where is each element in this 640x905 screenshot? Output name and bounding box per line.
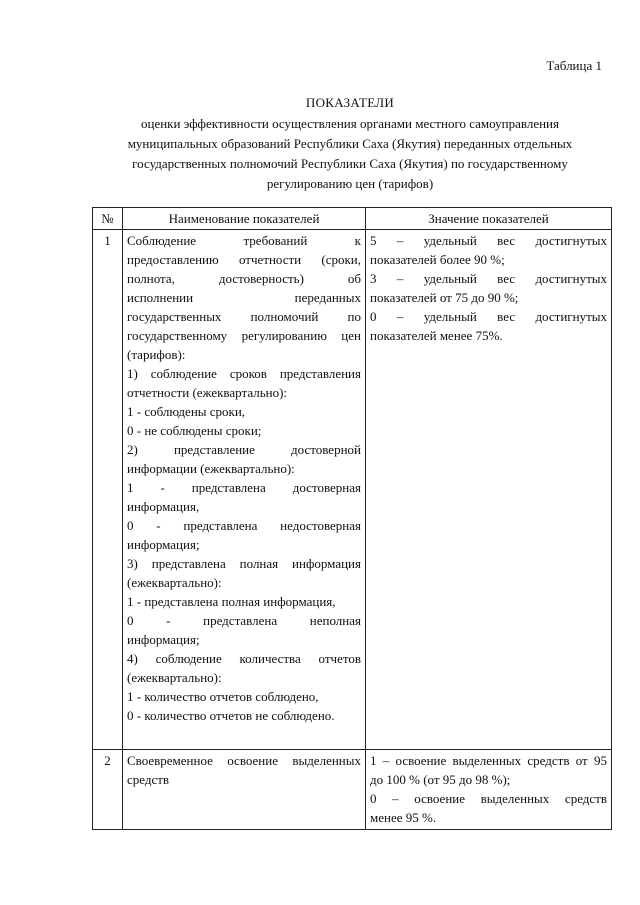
cell-line: Соблюдение требований к [127, 233, 361, 248]
subtitle-line: регулированию цен (тарифов) [266, 176, 434, 191]
cell-line: предоставлению отчетности (сроки, [127, 252, 361, 267]
cell-line: показателей более 90 %; [370, 252, 505, 267]
table-row [93, 750, 612, 830]
cell-line: информация, [127, 499, 200, 514]
header-number: № [93, 208, 123, 230]
cell-line: до 100 % (от 95 до 98 %); [370, 772, 511, 787]
indicators-table [92, 207, 612, 830]
indicator-name-cell [123, 230, 366, 750]
header-indicator-value: Значение показателей [366, 208, 612, 230]
cell-line: 3) представлена полная информация [127, 556, 361, 571]
row-number: 1 [93, 230, 123, 750]
subtitle-line: государственных полномочий Республики Саха (Якутия) по государственному [132, 156, 568, 171]
cell-line: (ежеквартально): [127, 575, 222, 590]
cell-line: средств [127, 772, 170, 787]
cell-line: менее 95 %. [370, 810, 437, 825]
cell-line: 1 - соблюдены сроки, [127, 404, 246, 419]
subtitle-line: оценки эффективности осуществления органами местного самоуправления [141, 116, 559, 131]
cell-line: 0 - не соблюдены сроки; [127, 423, 262, 438]
cell-line: 0 - количество отчетов не соблюдено. [127, 708, 335, 723]
cell-line: 2) представление достоверной [127, 442, 361, 457]
cell-line: показателей от 75 до 90 %; [370, 290, 519, 305]
cell-line: государственному регулированию цен [127, 328, 361, 343]
cell-line: 0 - представлена неполная [127, 613, 361, 628]
cell-line: 5 – удельный вес достигнутых [370, 233, 607, 248]
cell-line: 0 – удельный вес достигнутых [370, 309, 607, 324]
document-title: ПОКАЗАТЕЛИ [305, 95, 395, 110]
title-block [90, 93, 610, 194]
table-number-label: Таблица 1 [546, 58, 602, 73]
cell-line: исполнении переданных [127, 290, 361, 305]
cell-line: (ежеквартально): [127, 670, 222, 685]
cell-line: государственных полномочий по [127, 309, 361, 324]
cell-line: 1 – освоение выделенных средств от 95 [370, 753, 607, 768]
cell-line: отчетности (ежеквартально): [127, 385, 288, 400]
cell-line: 4) соблюдение количества отчетов [127, 651, 361, 666]
cell-line: полнота, достоверность) об [127, 271, 361, 286]
cell-line: Своевременное освоение выделенных [127, 753, 361, 768]
subtitle-line: муниципальных образований Республики Саха (Якутия) переданных отдельных [127, 136, 573, 151]
indicator-name-cell [123, 750, 366, 830]
cell-line: 1) соблюдение сроков представления [127, 366, 361, 381]
cell-line: 1 - представлена достоверная [127, 480, 361, 495]
cell-line: (тарифов): [127, 347, 186, 362]
indicator-value-cell [366, 230, 612, 750]
table-header-row [93, 208, 612, 230]
cell-line: 1 - представлена полная информация, [127, 594, 336, 609]
cell-line: 0 - представлена недостоверная [127, 518, 361, 533]
cell-line: 3 – удельный вес достигнутых [370, 271, 607, 286]
cell-line: 0 – освоение выделенных средств [370, 791, 607, 806]
cell-line: информация; [127, 537, 200, 552]
indicator-value-cell [366, 750, 612, 830]
cell-line: показателей менее 75%. [370, 328, 503, 343]
cell-line: 1 - количество отчетов соблюдено, [127, 689, 319, 704]
table-row [93, 230, 612, 750]
cell-line: информация; [127, 632, 200, 647]
cell-line: информации (ежеквартально): [127, 461, 295, 476]
header-indicator-name: Наименование показателей [123, 208, 366, 230]
row-number: 2 [93, 750, 123, 830]
